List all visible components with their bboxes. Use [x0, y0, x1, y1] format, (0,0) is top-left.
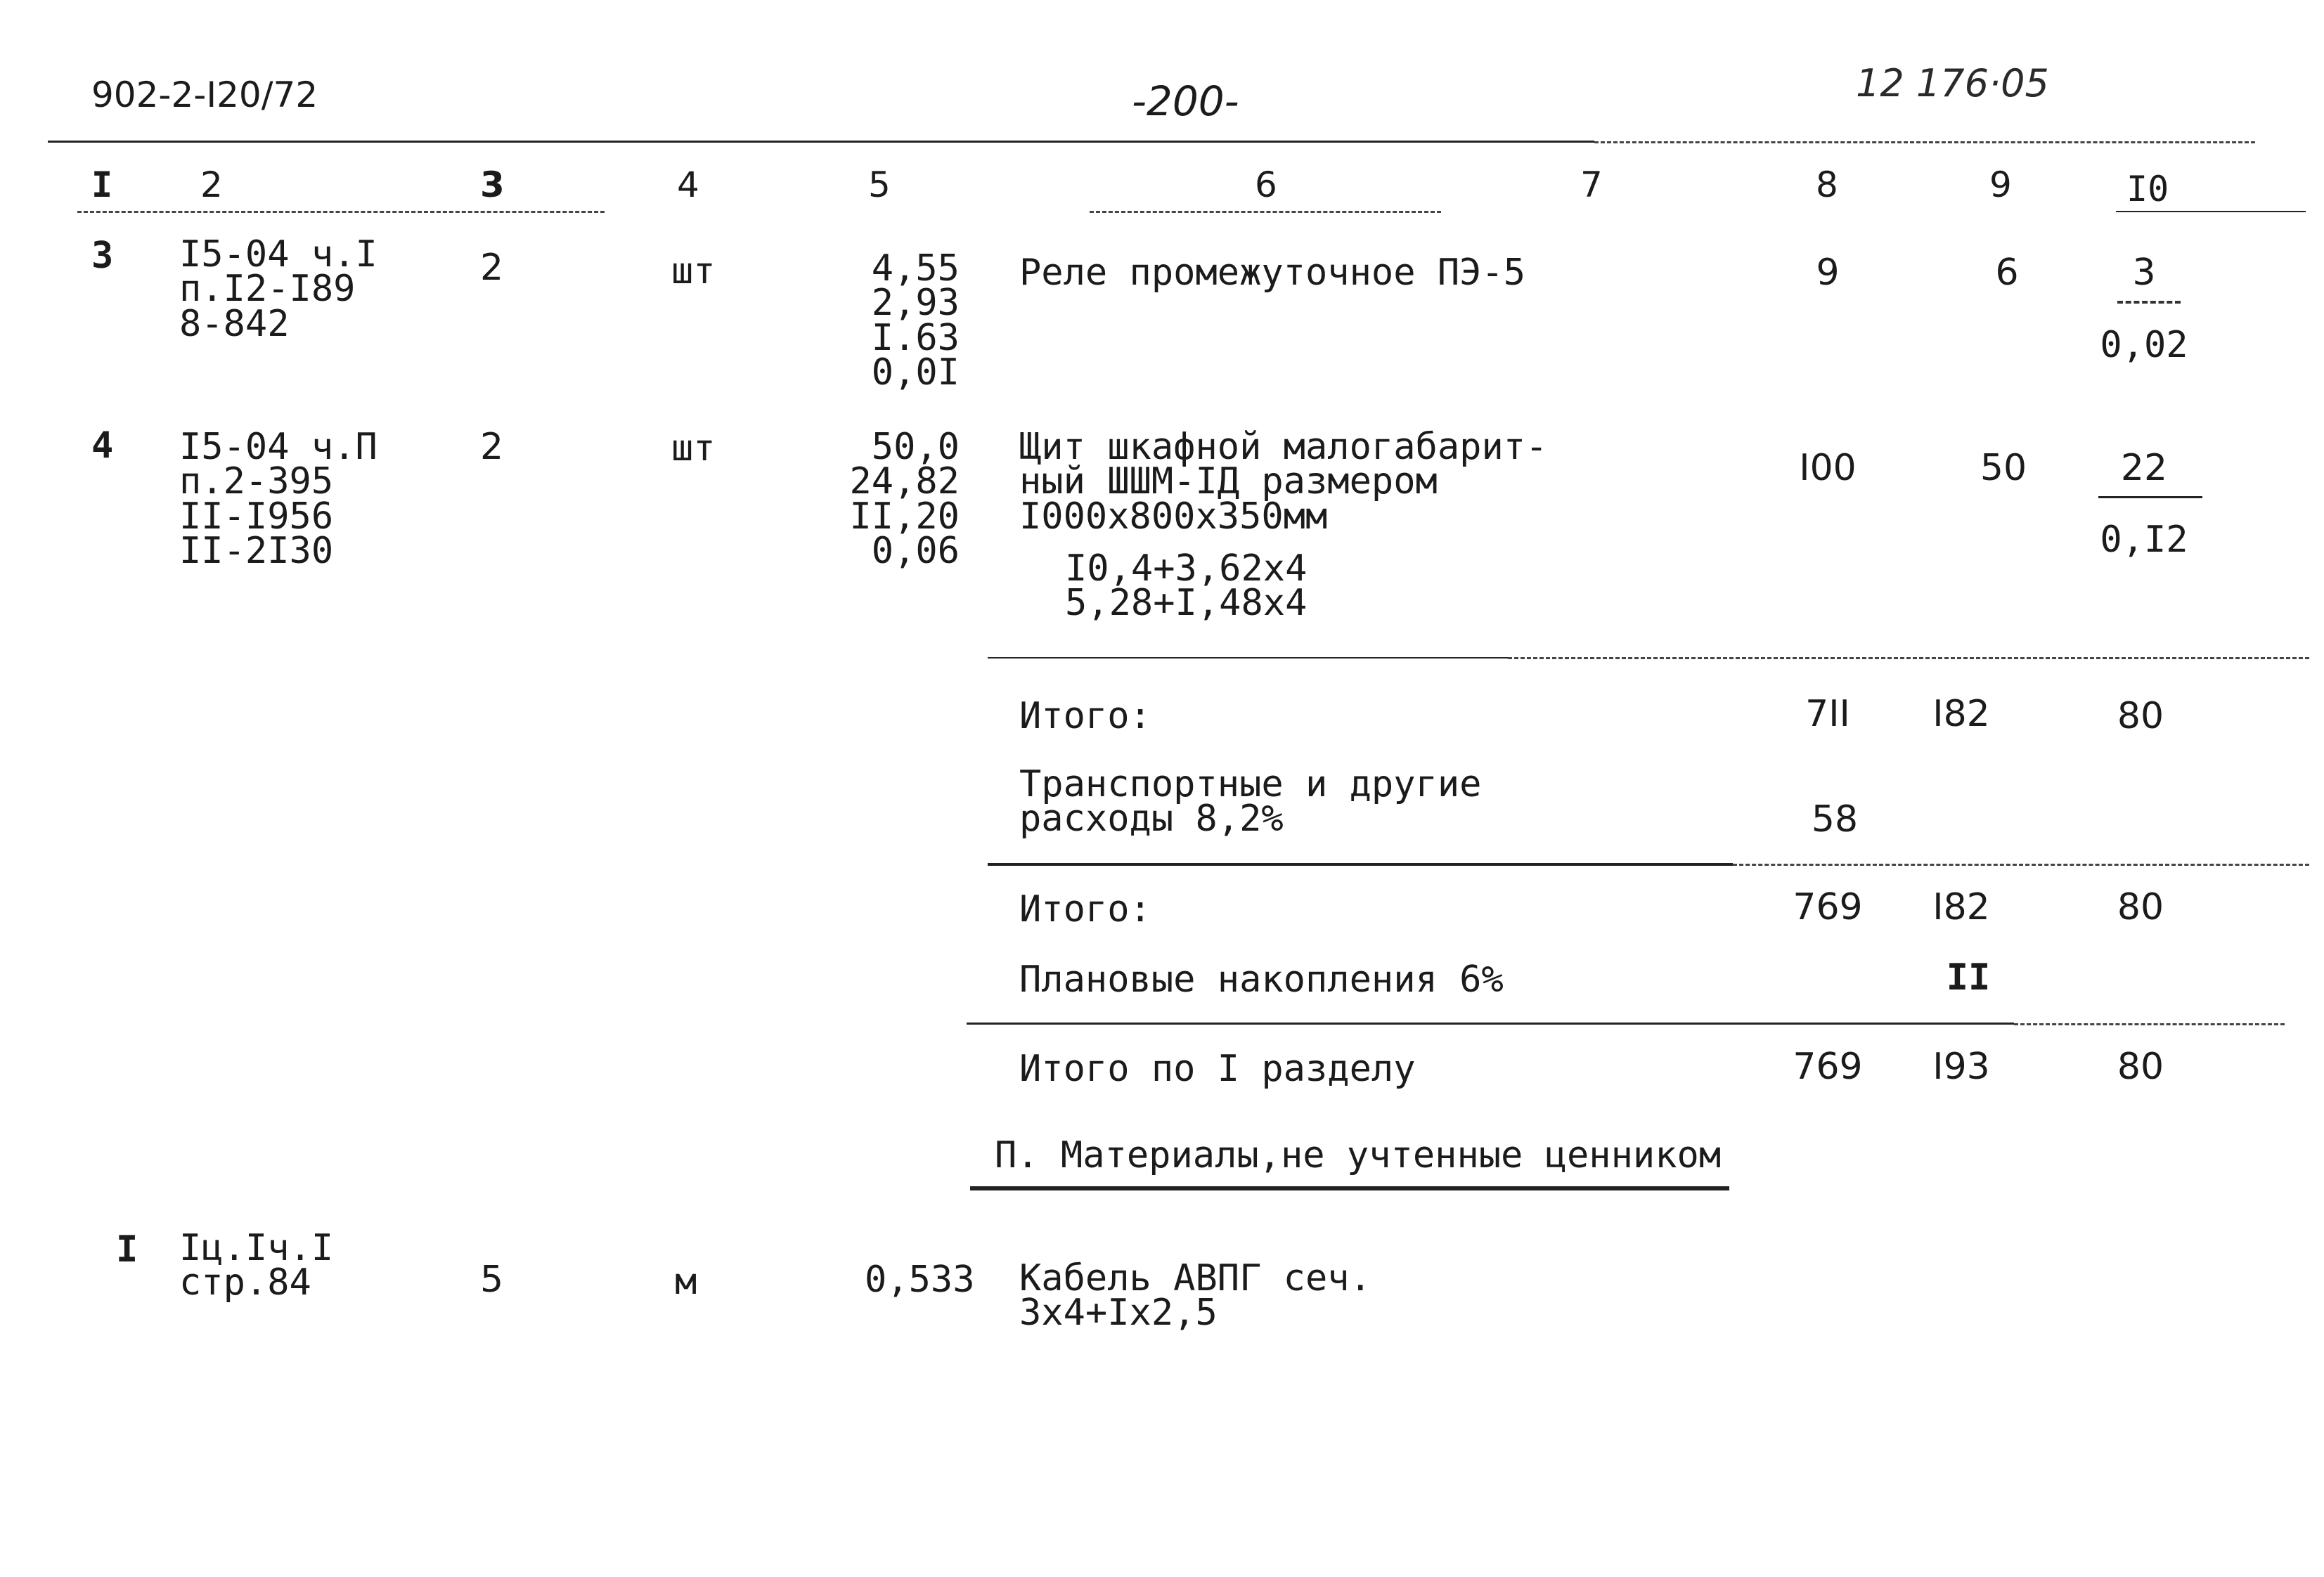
row-unit: шт [671, 427, 716, 469]
row-description: Кабель АВПГ сеч. 3х4+Iх2,5 [1019, 1257, 1371, 1335]
column-header-1: I [91, 164, 113, 205]
fraction-line [2117, 301, 2181, 304]
row-number: I [116, 1228, 138, 1271]
section-total-col-8: 769 [1793, 1046, 1863, 1088]
subtotal-separator [988, 863, 1733, 866]
transport-label: Транспортные и другие расходы 8,2% [1019, 763, 1482, 841]
column-header-7: 7 [1580, 164, 1603, 205]
subtotal-separator-dashed [1733, 864, 2309, 866]
page-number: -200- [1132, 77, 1239, 125]
row-prices: 4,55 2,93 I.63 0,0I [871, 247, 960, 394]
transport-col-8: 58 [1811, 798, 1859, 841]
header-rule [48, 141, 1594, 143]
row-code: I5-04 ч.I п.I2-I89 8-842 [179, 233, 377, 345]
row-number: 3 [91, 235, 114, 277]
column-header-8: 8 [1816, 164, 1838, 205]
total-col-8: 769 [1793, 886, 1863, 928]
total-col-9: I82 [1932, 886, 1990, 928]
section-total-col-10: 80 [2117, 1046, 2164, 1088]
total-col-10: 80 [2117, 886, 2164, 928]
row-formula: I0,4+3,62х4 5,28+I,48х4 [1065, 547, 1308, 625]
section-2-title: П. Материалы,не учтенные ценником [995, 1134, 1722, 1176]
column-header-5: 5 [868, 164, 891, 205]
row-col-10-top: 22 [2120, 447, 2168, 489]
column-header-4: 4 [677, 164, 699, 205]
section-total-label: Итого по I разделу [1019, 1048, 1416, 1090]
column-header-6: 6 [1255, 164, 1277, 205]
column-header-10: I0 [2126, 169, 2169, 209]
row-col-8: 9 [1816, 252, 1840, 294]
header-rule-dashed [1594, 141, 2255, 143]
planned-savings-label: Плановые накопления 6% [1019, 959, 1504, 1001]
row-unit: шт [671, 250, 716, 292]
total-col-10: 80 [2117, 695, 2164, 737]
fraction-line [2098, 496, 2202, 498]
row-code: I5-04 ч.П п.2-395 II-I956 II-2I30 [179, 426, 377, 573]
total-col-9: I82 [1932, 693, 1990, 735]
column-header-rule-mid [1090, 211, 1441, 213]
column-header-2: 2 [200, 164, 223, 205]
row-price: 0,533 [865, 1259, 975, 1301]
total-col-8: 7II [1805, 693, 1850, 735]
row-quantity: 2 [480, 426, 504, 468]
total-label: Итого: [1019, 888, 1151, 930]
planned-savings-col-9: II [1946, 956, 1991, 999]
row-col-9: 6 [1995, 252, 2019, 294]
row-prices: 50,0 24,82 II,20 0,06 [849, 426, 960, 573]
row-quantity: 2 [480, 247, 504, 289]
column-header-rule-left [77, 211, 605, 213]
column-header-9: 9 [1989, 164, 2012, 205]
row-col-10-bottom: 0,02 [2100, 324, 2188, 366]
row-description: Реле промежуточное ПЭ-5 [1019, 252, 1526, 294]
row-col-10-bottom: 0,I2 [2100, 519, 2188, 561]
totals-separator [988, 657, 1508, 658]
row-col-10-top: 3 [2132, 252, 2156, 294]
section-total-col-9: I93 [1932, 1046, 1990, 1088]
row-col-8: I00 [1799, 447, 1857, 489]
row-code: Iц.Iч.I стр.84 [179, 1227, 334, 1304]
row-description: Щит шкафной малогабарит- ный ШШМ-IД размером I000х800х350мм [1019, 426, 1548, 538]
totals-separator-dashed [1508, 657, 2309, 659]
row-col-9: 50 [1980, 447, 2027, 489]
total-label: Итого: [1019, 695, 1151, 737]
section-2-underline [970, 1186, 1729, 1190]
handwritten-code: 12 176·05 [1856, 61, 2049, 105]
column-header-3: 3 [480, 164, 505, 205]
section-total-separator-dashed [2014, 1023, 2285, 1025]
row-quantity: 5 [480, 1259, 504, 1301]
row-unit: м [675, 1261, 697, 1303]
column-header-rule-right [2116, 211, 2306, 212]
row-number: 4 [91, 424, 114, 467]
document-number: 902-2-I20/72 [91, 74, 318, 115]
section-total-separator [967, 1023, 2014, 1025]
